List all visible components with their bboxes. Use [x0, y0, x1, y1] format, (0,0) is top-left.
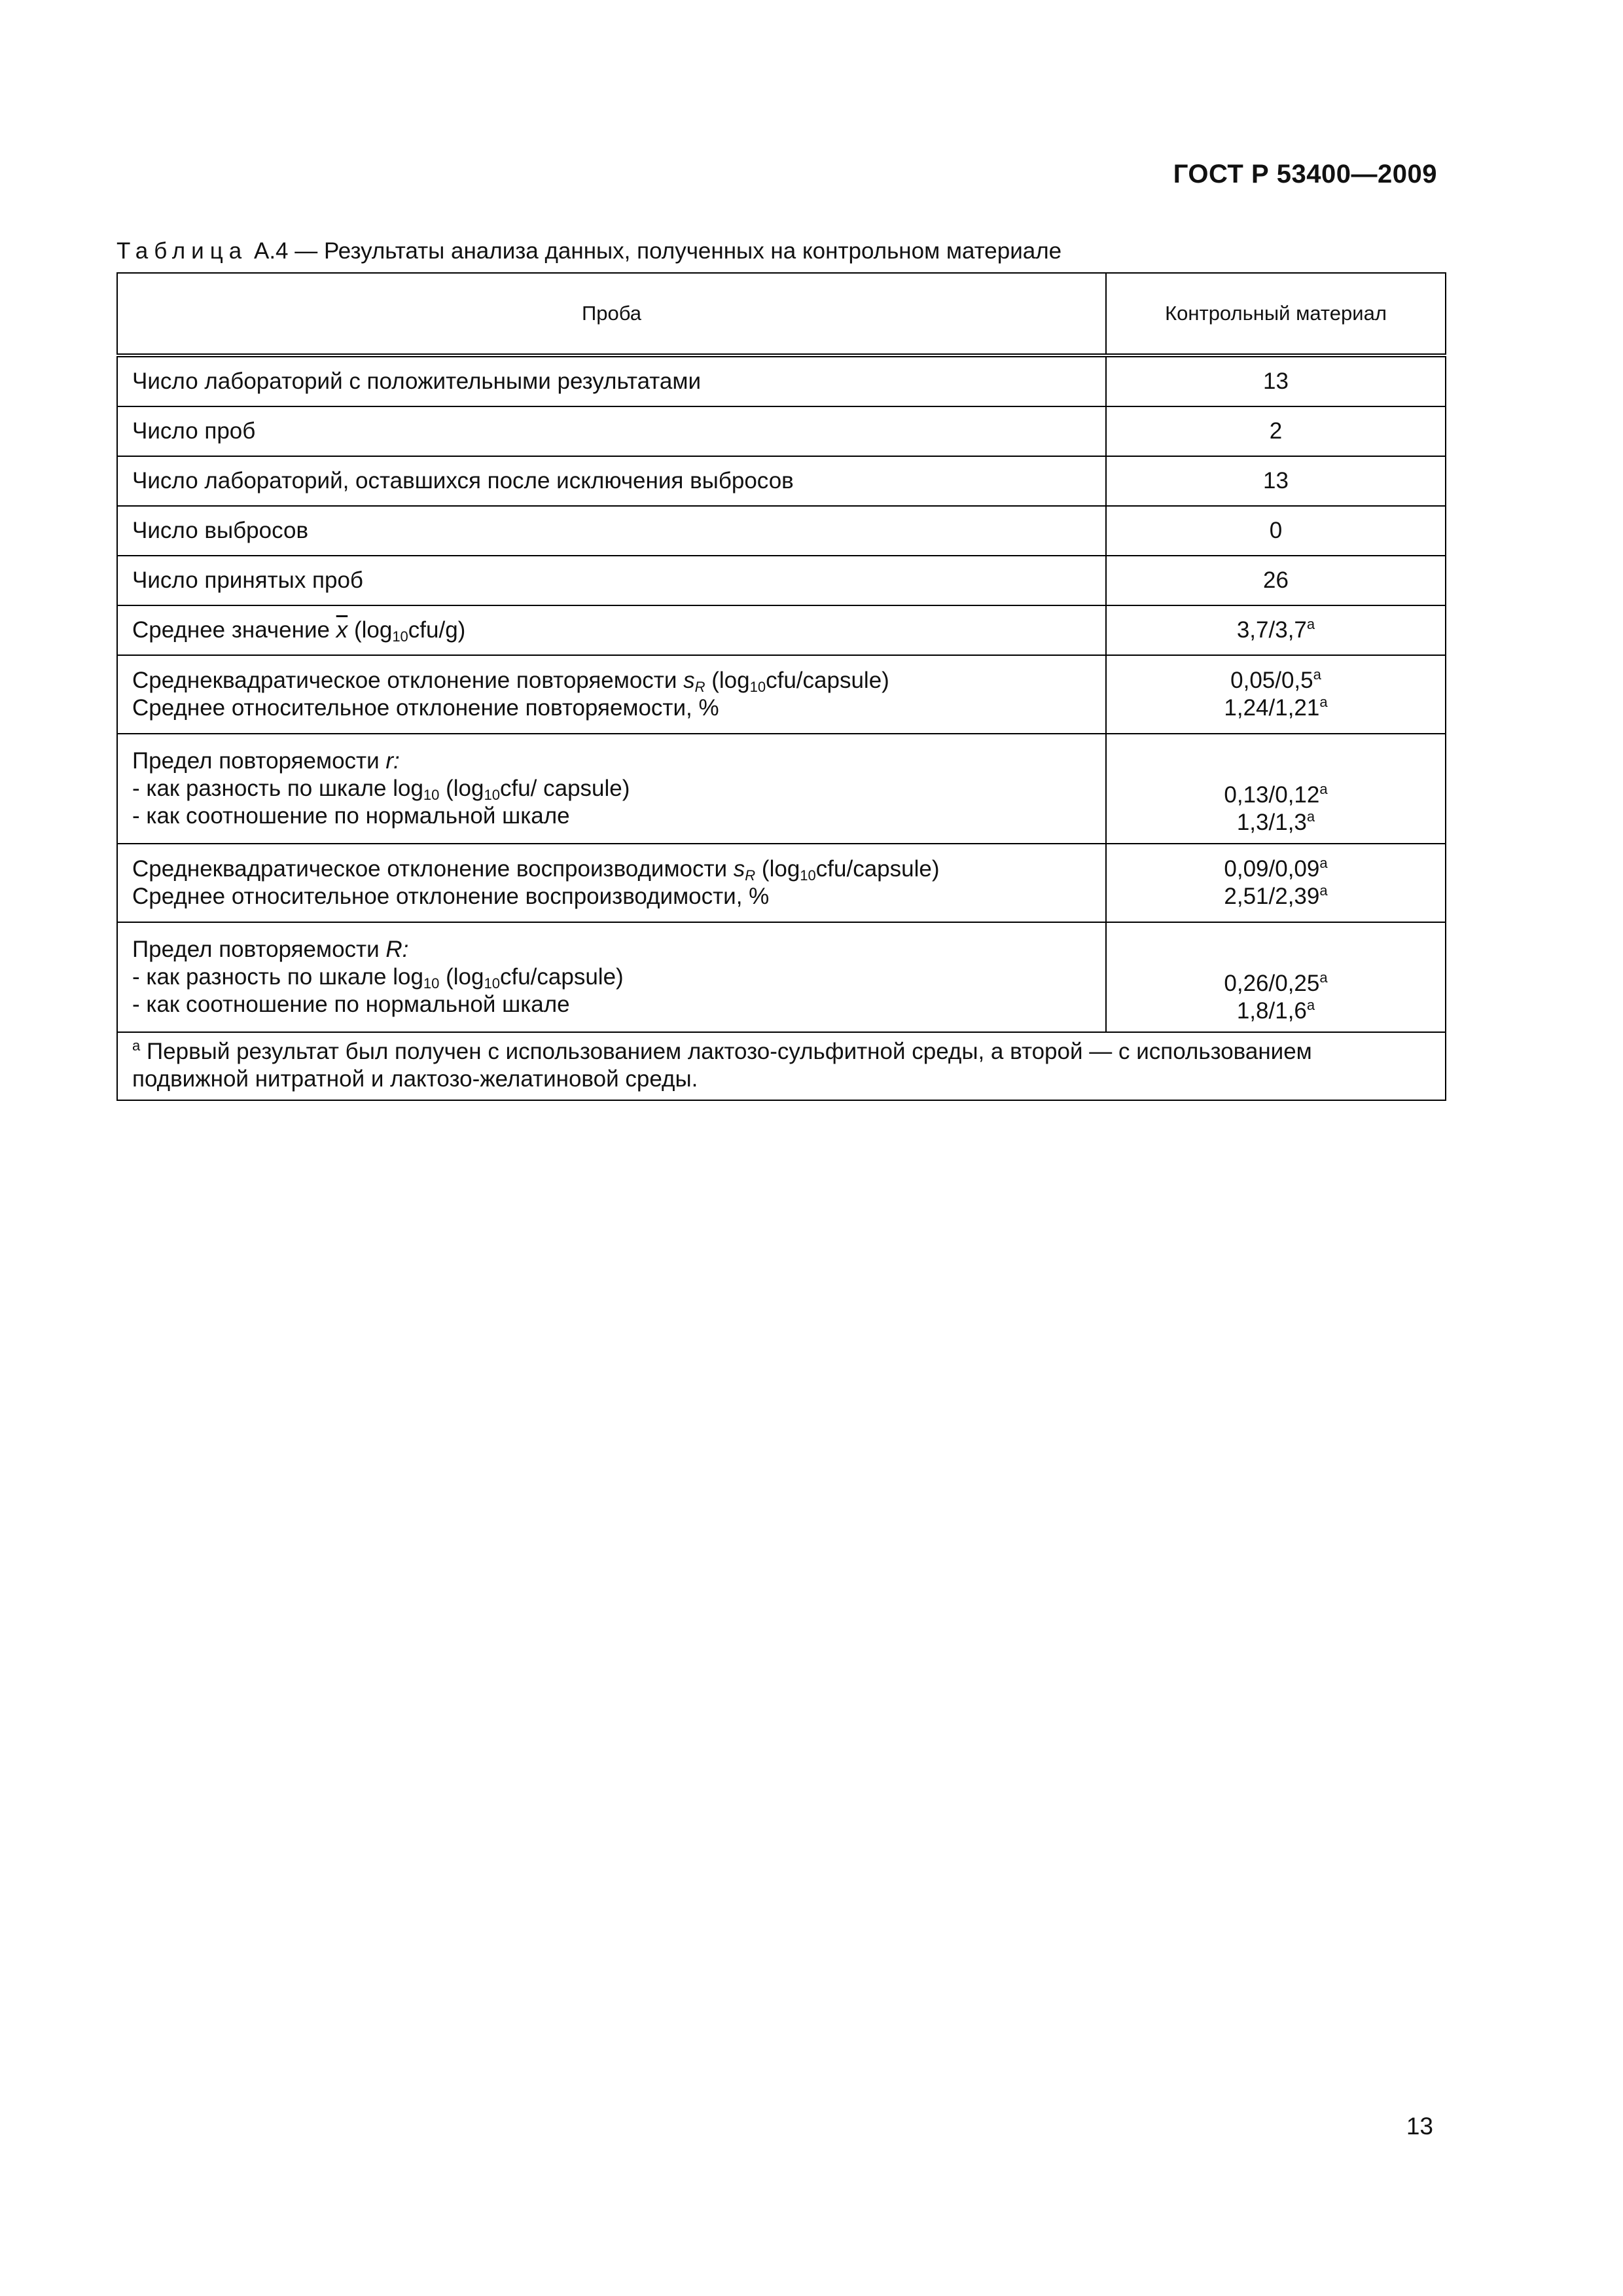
table-row — [117, 556, 1446, 605]
row-label-labs-after-outliers: Число лабораторий, оставшихся после исключения выбросов — [117, 456, 1106, 506]
table-header-row — [117, 273, 1446, 355]
table-caption-text: А.4 — Результаты анализа данных, полученных на контрольном материале — [253, 238, 1062, 264]
table-footnote: $^a$ Первый результат был получен с использованием лактозо-сульфитной среды, а второй — с использованием подвижной нитратной и лактозо-желатиновой среды. — [117, 1032, 1446, 1100]
row-value-repeatability-sd: 0,05/0,5$^a$ 1,24/1,21$^a$ — [1106, 655, 1446, 734]
mean-symbol: $\overline{x}$ — [336, 617, 348, 643]
header-sample: Проба — [117, 273, 1106, 355]
table-footnote-row — [117, 1032, 1446, 1100]
table-row — [117, 605, 1446, 655]
row-label-repeatability-sd: Среднеквадратическое отклонение повторяемости $s_R$ $(\log_{10}cfu/capsule)$ Среднее относительное отклонение повторяемости, % — [117, 655, 1106, 734]
row-value-repeatability-limit: 0,13/0,12$^a$ 1,3/1,3$^a$ — [1106, 734, 1446, 844]
table-row — [117, 406, 1446, 456]
row-label-outliers: Число выбросов — [117, 506, 1106, 556]
results-table — [116, 272, 1446, 1101]
row-label-mean: Среднее значение $\overline{x}$ $(\log_{10}cfu/g)$ — [117, 605, 1106, 655]
table-row — [117, 655, 1446, 734]
document-code: ГОСТ Р 53400—2009 — [1173, 160, 1437, 188]
row-value-labs-positive: 13 — [1106, 355, 1446, 406]
row-value-labs-after-outliers: 13 — [1106, 456, 1446, 506]
table-row — [117, 456, 1446, 506]
row-label-accepted: Число принятых проб — [117, 556, 1106, 605]
table-row — [117, 355, 1446, 406]
table-row — [117, 506, 1446, 556]
page-number: 13 — [1406, 2113, 1433, 2140]
footnote-mark: a — [132, 1037, 141, 1054]
table-caption — [116, 237, 1061, 266]
row-label-samples-count: Число проб — [117, 406, 1106, 456]
footnote-mark: a — [1306, 616, 1315, 632]
row-value-reproducibility-limit: 0,26/0,25$^a$ 1,8/1,6$^a$ — [1106, 922, 1446, 1032]
table-caption-label: Таблица — [116, 238, 248, 264]
table-row — [117, 734, 1446, 844]
row-label-reproducibility-limit: Предел повторяемости R: - как разность по шкале $\log_{10}$ $(\log_{10}cfu/capsule)$ - как соотношение по нормальной шкале — [117, 922, 1106, 1032]
table-row — [117, 922, 1446, 1032]
row-value-reproducibility-sd: 0,09/0,09$^a$ 2,51/2,39$^a$ — [1106, 844, 1446, 922]
header-control-material: Контрольный материал — [1106, 273, 1446, 355]
row-label-repeatability-limit: Предел повторяемости r: - как разность по шкале $\log_{10} (\log_{10}cfu/$ capsule) - как соотношение по нормальной шкале — [117, 734, 1106, 844]
row-label-reproducibility-sd: Среднеквадратическое отклонение воспроизводимости $s_R$ $(\log_{10}cfu/capsule)$ Среднее относительное отклонение воспроизводимости, % — [117, 844, 1106, 922]
row-value-samples-count: 2 — [1106, 406, 1446, 456]
row-value-outliers: 0 — [1106, 506, 1446, 556]
row-value-mean: 3,7/3,7$^a$ — [1106, 605, 1446, 655]
row-value-accepted: 26 — [1106, 556, 1446, 605]
row-label-labs-positive: Число лабораторий с положительными результатами — [117, 355, 1106, 406]
table-row — [117, 844, 1446, 922]
